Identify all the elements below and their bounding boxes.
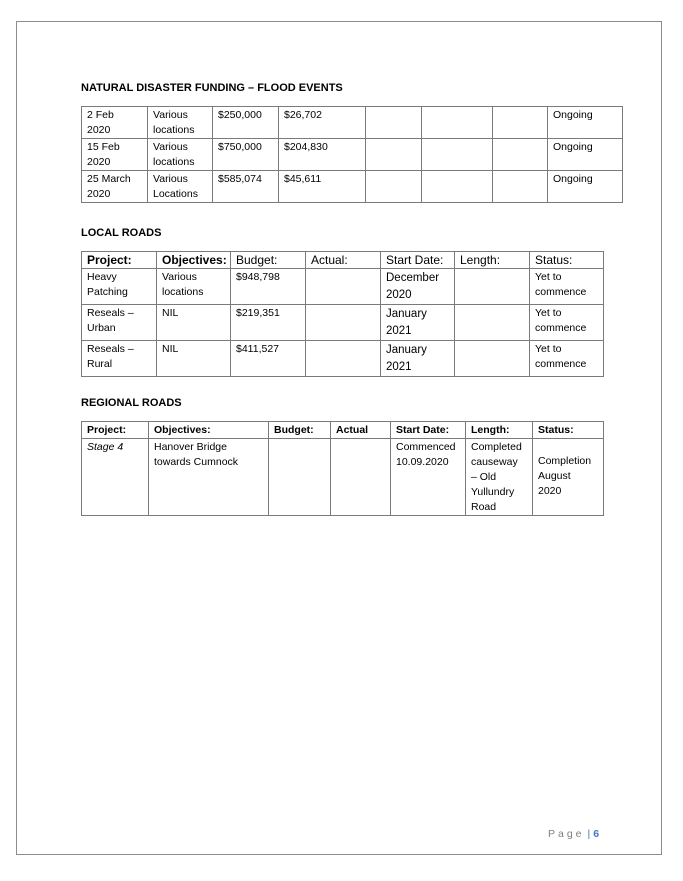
empty-cell <box>366 171 422 203</box>
table-row <box>82 171 623 203</box>
local-roads-table <box>81 251 604 377</box>
date-cell: 15 Feb 2020 <box>82 139 148 171</box>
regional-roads-heading: REGIONAL ROADS <box>81 397 182 409</box>
header-row <box>82 422 604 439</box>
header-objectives: Objectives: <box>149 422 269 439</box>
flood-events-table <box>81 106 623 203</box>
actual-cell: $45,611 <box>279 171 366 203</box>
header-start-date: Start Date: <box>381 252 455 269</box>
status-cell: Yet to commence <box>530 341 604 377</box>
project-cell: Reseals – Urban <box>82 305 157 341</box>
table-row <box>82 439 604 516</box>
empty-cell <box>366 139 422 171</box>
status-cell: Ongoing <box>548 171 623 203</box>
header-budget: Budget: <box>269 422 331 439</box>
header-start-date: Start Date: <box>391 422 466 439</box>
header-length: Length: <box>466 422 533 439</box>
header-project: Project: <box>82 252 157 269</box>
empty-cell <box>422 139 493 171</box>
objectives-cell: Hanover Bridge towards Cumnock <box>149 439 269 516</box>
length-cell <box>455 305 530 341</box>
date-cell: 2 Feb 2020 <box>82 107 148 139</box>
actual-cell <box>306 305 381 341</box>
table-row <box>82 139 623 171</box>
budget-cell: $219,351 <box>231 305 306 341</box>
table-row <box>82 107 623 139</box>
actual-cell <box>306 269 381 305</box>
project-cell: Stage 4 <box>82 439 149 516</box>
length-cell <box>455 341 530 377</box>
header-length: Length: <box>455 252 530 269</box>
objectives-cell: NIL <box>157 341 231 377</box>
date-cell: 25 March 2020 <box>82 171 148 203</box>
empty-cell <box>493 139 548 171</box>
empty-cell <box>493 107 548 139</box>
flood-heading: NATURAL DISASTER FUNDING – FLOOD EVENTS <box>81 82 343 94</box>
project-cell: Heavy Patching <box>82 269 157 305</box>
start-date-cell: Commenced 10.09.2020 <box>391 439 466 516</box>
page-footer <box>548 828 599 840</box>
location-cell: Various Locations <box>148 171 213 203</box>
actual-cell <box>331 439 391 516</box>
budget-cell: $750,000 <box>213 139 279 171</box>
objectives-cell: Various locations <box>157 269 231 305</box>
start-date-cell: December 2020 <box>381 269 455 305</box>
budget-cell <box>269 439 331 516</box>
status-cell: Ongoing <box>548 139 623 171</box>
empty-cell <box>422 171 493 203</box>
header-status: Status: <box>533 422 604 439</box>
regional-roads-table <box>81 421 604 516</box>
header-budget: Budget: <box>231 252 306 269</box>
budget-cell: $250,000 <box>213 107 279 139</box>
status-cell: Yet to commence <box>530 305 604 341</box>
page-number: 6 <box>593 828 600 840</box>
page-label: Page <box>548 828 585 840</box>
start-date-cell: January 2021 <box>381 341 455 377</box>
empty-cell <box>366 107 422 139</box>
objectives-cell: NIL <box>157 305 231 341</box>
header-project: Project: <box>82 422 149 439</box>
length-cell <box>455 269 530 305</box>
status-cell: Completion August 2020 <box>533 439 604 516</box>
status-cell: Yet to commence <box>530 269 604 305</box>
header-status: Status: <box>530 252 604 269</box>
header-actual: Actual: <box>306 252 381 269</box>
project-cell: Reseals – Rural <box>82 341 157 377</box>
budget-cell: $948,798 <box>231 269 306 305</box>
budget-cell: $411,527 <box>231 341 306 377</box>
empty-cell <box>422 107 493 139</box>
table-row <box>82 341 604 377</box>
budget-cell: $585,074 <box>213 171 279 203</box>
length-cell: Completed causeway – Old Yullundry Road <box>466 439 533 516</box>
header-actual: Actual <box>331 422 391 439</box>
location-cell: Various locations <box>148 139 213 171</box>
header-objectives: Objectives: <box>157 252 231 269</box>
start-date-cell: January 2021 <box>381 305 455 341</box>
actual-cell: $26,702 <box>279 107 366 139</box>
status-cell: Ongoing <box>548 107 623 139</box>
location-cell: Various locations <box>148 107 213 139</box>
local-roads-heading: LOCAL ROADS <box>81 227 162 239</box>
actual-cell: $204,830 <box>279 139 366 171</box>
empty-cell <box>493 171 548 203</box>
page-separator: | <box>587 828 591 840</box>
actual-cell <box>306 341 381 377</box>
table-row <box>82 269 604 305</box>
header-row <box>82 252 604 269</box>
table-row <box>82 305 604 341</box>
